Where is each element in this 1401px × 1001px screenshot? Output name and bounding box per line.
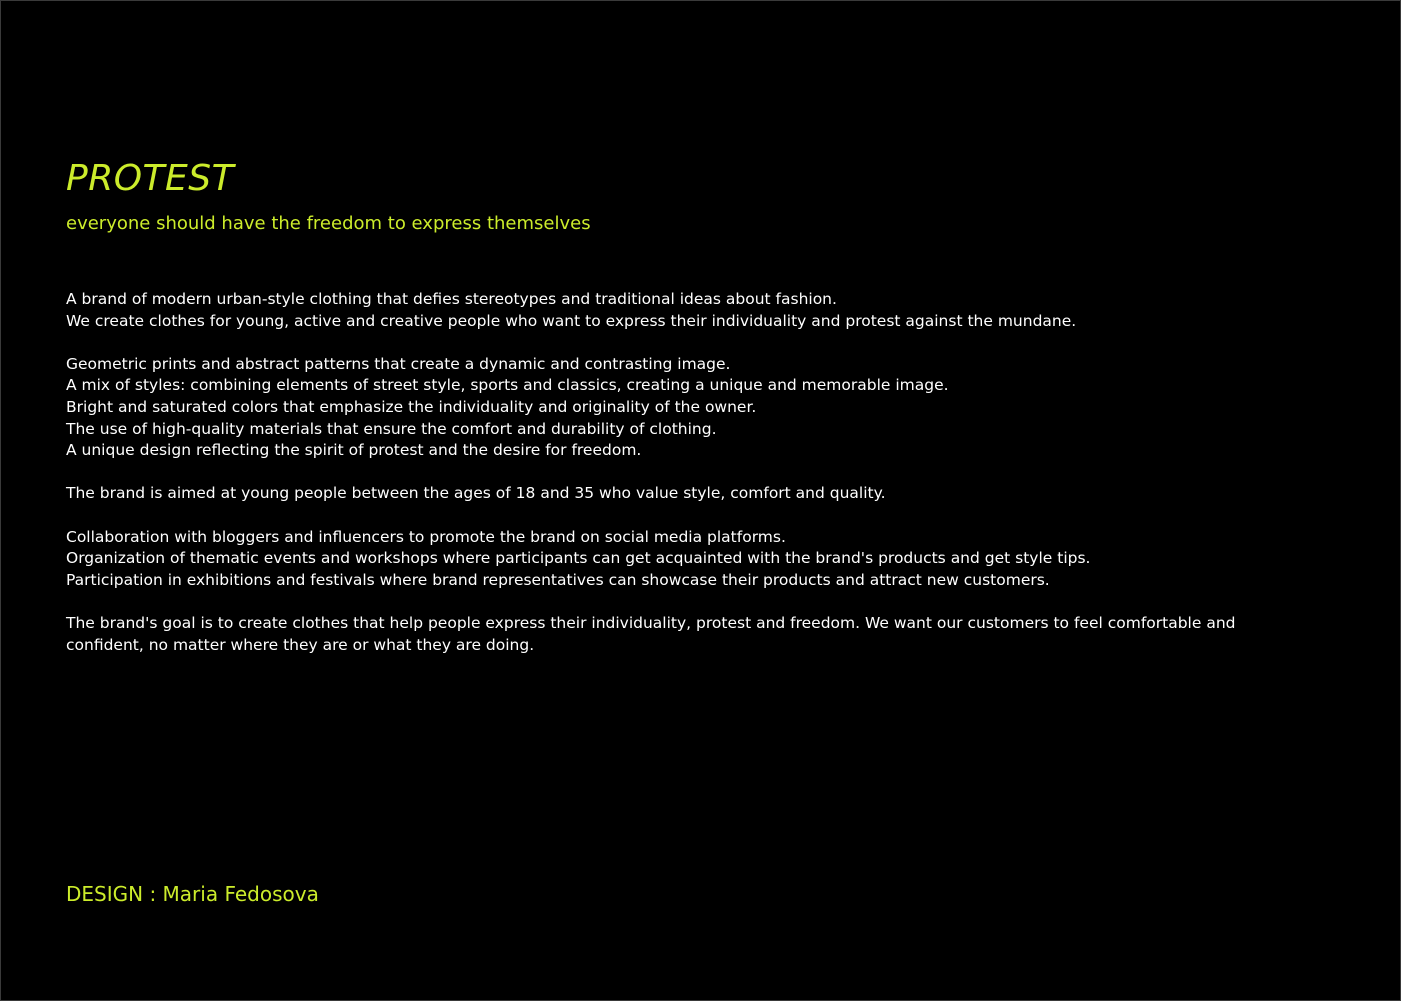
audience-paragraph [66, 483, 1264, 505]
feature-line: A unique design reflecting the spirit of protest and the desire for freedom. [66, 441, 642, 460]
feature-line: Geometric prints and abstract patterns that create a dynamic and contrasting image. [66, 354, 731, 373]
marketing-paragraph [66, 527, 1264, 592]
goal-paragraph [66, 613, 1264, 656]
design-credit: DESIGN : Maria Fedosova [66, 882, 319, 906]
marketing-line: Participation in exhibitions and festivals where brand representatives can showcase their products and attract new customers. [66, 570, 1050, 589]
intro-line: A brand of modern urban-style clothing that defies stereotypes and traditional ideas about fashion. [66, 290, 837, 308]
brand-tagline: everyone should have the freedom to express themselves [66, 213, 591, 234]
audience-line: The brand is aimed at young people between the ages of 18 and 35 who value style, comfort and quality. [66, 484, 886, 503]
page-title: PROTEST [66, 158, 235, 199]
goal-line: The brand's goal is to create clothes that help people express their individuality, protest and freedom. We want our customers to feel comfortable and confident, no matter where they are or what they are doing. [66, 613, 1236, 654]
feature-line: The use of high-quality materials that ensure the comfort and durability of clothing. [66, 419, 717, 438]
intro-line: We create clothes for young, active and creative people who want to express their individuality and protest against the mundane. [66, 311, 1077, 330]
features-paragraph [66, 354, 1264, 462]
intro-paragraph [66, 289, 1264, 332]
marketing-line: Collaboration with bloggers and influencers to promote the brand on social media platforms. [66, 527, 786, 546]
feature-line: A mix of styles: combining elements of street style, sports and classics, creating a unique and memorable image. [66, 376, 949, 395]
marketing-line: Organization of thematic events and workshops where participants can get acquainted with the brand's products and get style tips. [66, 549, 1091, 568]
brand-description [66, 289, 1264, 678]
feature-line: Bright and saturated colors that emphasize the individuality and originality of the owner. [66, 397, 757, 416]
